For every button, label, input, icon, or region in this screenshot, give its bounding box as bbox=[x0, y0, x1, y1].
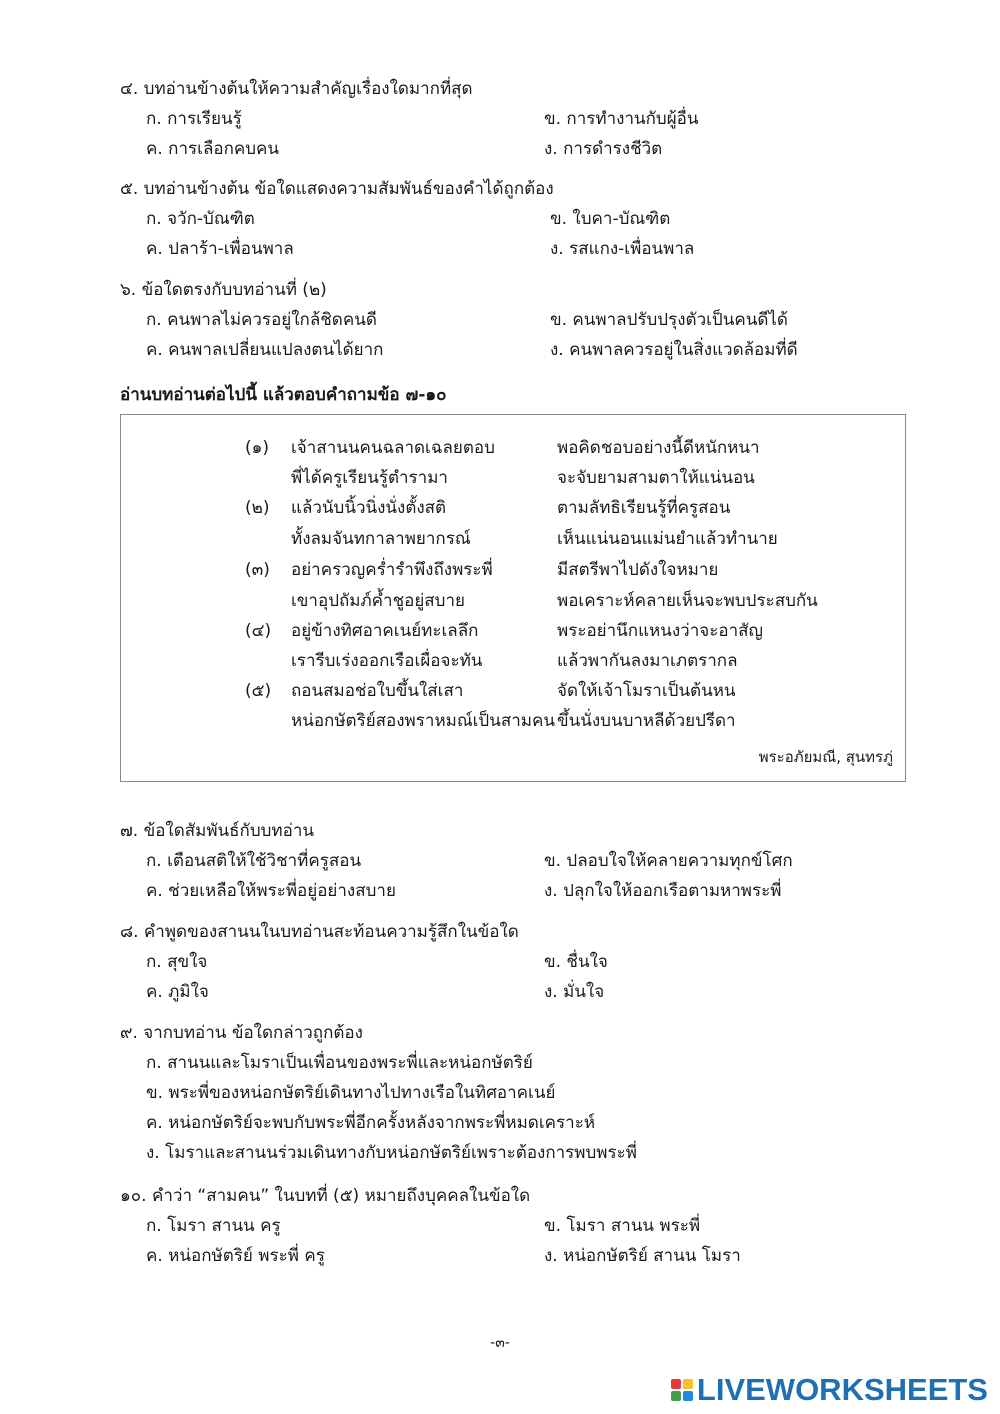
verse-line: ถอนสมอช่อใบขึ้นใส่เสา bbox=[291, 681, 464, 701]
option-c[interactable]: ค. คนพาลเปลี่ยนแปลงตนได้ยาก bbox=[146, 340, 384, 360]
option-c[interactable]: ค. ภูมิใจ bbox=[146, 982, 209, 1002]
option-c[interactable]: ค. ปลาร้า-เพื่อนพาล bbox=[146, 239, 294, 259]
option-c[interactable]: ค. การเลือกคบคน bbox=[146, 139, 280, 159]
verse-line: จัดให้เจ้าโมราเป็นต้นหน bbox=[557, 681, 736, 701]
verse-number: (๔) bbox=[245, 621, 272, 641]
verse-line: หน่อกษัตริย์สองพราหมณ์เป็นสามคน bbox=[291, 711, 555, 731]
option-a[interactable]: ก. โมรา สานน ครู bbox=[146, 1216, 281, 1236]
option-d[interactable]: ง. ปลุกใจให้ออกเรือตามหาพระพี่ bbox=[544, 881, 782, 901]
logo-square-icon bbox=[683, 1391, 693, 1401]
question-10 bbox=[120, 1181, 920, 1271]
verse-line: ทั้งลมจันทกาลาพยากรณ์ bbox=[291, 529, 471, 549]
question-stem: ๘. คำพูดของสานนในบทอ่านสะท้อนความรู้สึกในข้อใด bbox=[120, 922, 519, 942]
logo-square-icon bbox=[671, 1391, 681, 1401]
verse-line: แล้วพากันลงมาเภตรากล bbox=[557, 651, 738, 671]
verse-line: พอเคราะห์คลายเห็นจะพบประสบกัน bbox=[557, 591, 818, 611]
verse-line: แล้วนับนิ้วนิ่งนั่งตั้งสติ bbox=[291, 498, 447, 518]
question-stem: ๗. ข้อใดสัมพันธ์กับบทอ่าน bbox=[120, 821, 315, 841]
option-b[interactable]: ข. การทำงานกับผู้อื่น bbox=[544, 109, 699, 129]
option-a[interactable]: ก. สานนและโมราเป็นเพื่อนของพระพี่และหน่อกษัตริย์ bbox=[146, 1053, 533, 1073]
verse-line: เขาอุปถัมภ์ค้ำชูอยู่สบาย bbox=[291, 591, 465, 611]
verse-line: พอคิดชอบอย่างนี้ดีหนักหนา bbox=[557, 438, 760, 458]
option-d[interactable]: ง. การดำรงชีวิต bbox=[544, 139, 663, 159]
verse-line: อยู่ข้างทิศอาคเนย์ทะเลลึก bbox=[291, 621, 479, 641]
question-stem: ๙. จากบทอ่าน ข้อใดกล่าวถูกต้อง bbox=[120, 1023, 363, 1043]
option-d[interactable]: ง. หน่อกษัตริย์ สานน โมรา bbox=[544, 1246, 741, 1266]
option-b[interactable]: ข. คนพาลปรับปรุงตัวเป็นคนดีได้ bbox=[550, 310, 788, 330]
option-a[interactable]: ก. จวัก-บัณฑิต bbox=[146, 209, 255, 229]
verse-number: (๓) bbox=[245, 560, 270, 580]
verse-line: มีสตรีพาไปดังใจหมาย bbox=[557, 560, 719, 580]
question-stem: ๑๐. คำว่า “สามคน” ในบทที่ (๕) หมายถึงบุคคลในข้อใด bbox=[120, 1186, 531, 1206]
question-stem: ๔. บทอ่านข้างต้นให้ความสำคัญเรื่องใดมากที่สุด bbox=[120, 79, 473, 99]
option-c[interactable]: ค. ช่วยเหลือให้พระพี่อยู่อย่างสบาย bbox=[146, 881, 396, 901]
verse-number: (๕) bbox=[245, 681, 272, 701]
option-b[interactable]: ข. โมรา สานน พระพี่ bbox=[544, 1216, 701, 1236]
brand-name: LIVEWORKSHEETS bbox=[696, 1372, 988, 1407]
poem-box bbox=[120, 414, 906, 782]
option-a[interactable]: ก. สุขใจ bbox=[146, 952, 208, 972]
section-heading: อ่านบทอ่านต่อไปนี้ แล้วตอบคำถามข้อ ๗-๑๐ bbox=[120, 385, 447, 405]
liveworksheets-logo bbox=[671, 1372, 988, 1408]
page-number: -๓- bbox=[490, 1335, 510, 1351]
question-stem: ๖. ข้อใดตรงกับบทอ่านที่ (๒) bbox=[120, 280, 327, 300]
verse-line: เรารีบเร่งออกเรือเผื่อจะทัน bbox=[291, 651, 483, 671]
question-9 bbox=[120, 1018, 920, 1168]
question-5 bbox=[120, 174, 920, 264]
option-d[interactable]: ง. รสแกง-เพื่อนพาล bbox=[550, 239, 695, 259]
option-a[interactable]: ก. เตือนสติให้ใช้วิชาที่ครูสอน bbox=[146, 851, 362, 871]
option-d[interactable]: ง. คนพาลควรอยู่ในสิ่งแวดล้อมที่ดี bbox=[550, 340, 798, 360]
verse-line: จะจับยามสามตาให้แน่นอน bbox=[557, 468, 755, 488]
question-stem: ๕. บทอ่านข้างต้น ข้อใดแสดงความสัมพันธ์ของคำได้ถูกต้อง bbox=[120, 179, 554, 199]
option-c[interactable]: ค. หน่อกษัตริย์ พระพี่ ครู bbox=[146, 1246, 325, 1266]
logo-square-icon bbox=[683, 1379, 693, 1389]
option-c[interactable]: ค. หน่อกษัตริย์จะพบกับพระพี่อีกครั้งหลังจากพระพี่หมดเคราะห์ bbox=[146, 1113, 596, 1133]
logo-grid-icon bbox=[671, 1379, 693, 1401]
option-d[interactable]: ง. มั่นใจ bbox=[544, 982, 605, 1002]
verse-number: (๒) bbox=[245, 498, 270, 518]
verse-line: พี่ได้ครูเรียนรู้ตำรามา bbox=[291, 468, 448, 488]
verse-line: เจ้าสานนคนฉลาดเฉลยตอบ bbox=[291, 438, 495, 458]
verse-line: อย่าครวญคร่ำรำพึงถึงพระพี่ bbox=[291, 560, 493, 580]
poem-credit: พระอภัยมณี, สุนทรภู่ bbox=[758, 748, 893, 766]
question-7 bbox=[120, 816, 920, 906]
option-d[interactable]: ง. โมราและสานนร่วมเดินทางกับหน่อกษัตริย์เพราะต้องการพบพระพี่ bbox=[146, 1143, 637, 1163]
option-b[interactable]: ข. ปลอบใจให้คลายความทุกข์โศก bbox=[544, 851, 793, 871]
verse-line: เห็นแน่นอนแม่นยำแล้วทำนาย bbox=[557, 529, 778, 549]
option-b[interactable]: ข. ใบคา-บัณฑิต bbox=[550, 209, 671, 229]
verse-line: ตามลัทธิเรียนรู้ที่ครูสอน bbox=[557, 498, 731, 518]
option-b[interactable]: ข. พระพี่ของหน่อกษัตริย์เดินทางไปทางเรือในทิศอาคเนย์ bbox=[146, 1083, 556, 1103]
option-a[interactable]: ก. คนพาลไม่ควรอยู่ใกล้ชิดคนดี bbox=[146, 310, 377, 330]
verse-line: พระอย่านึกแหนงว่าจะอาสัญ bbox=[557, 621, 763, 641]
verse-line: ขึ้นนั่งบนบาหลีด้วยปรีดา bbox=[557, 711, 736, 731]
question-4 bbox=[120, 74, 920, 164]
logo-square-icon bbox=[671, 1379, 681, 1389]
option-b[interactable]: ข. ชื่นใจ bbox=[544, 952, 608, 972]
option-a[interactable]: ก. การเรียนรู้ bbox=[146, 109, 242, 129]
verse-number: (๑) bbox=[245, 438, 270, 458]
question-6 bbox=[120, 275, 920, 365]
question-8 bbox=[120, 917, 920, 1007]
